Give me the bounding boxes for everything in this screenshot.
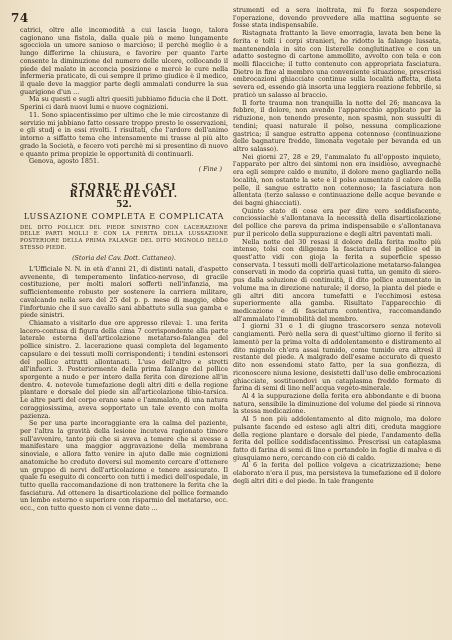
page-number: 74 xyxy=(11,11,29,25)
body-paragraph: Quinto stato di cose era per dire vero soddisfacente, conciossiachè s'allontanava la necessità della disarticolazione del pollice che pareva da prima indispensabile e s'allontanava pur il pericolo della suppurazione e degli altri paventati mali. xyxy=(233,206,441,238)
body-paragraph: I giorni 31 e 1 di giugno trascorsero senza notevoli cangiamenti. Però nella sera di quest'ultimo giorno il ferito si lamentò per la prima volta di addolentamento e distiramento al dito mignolo ch'era assai tumido, come tumido era altresì il restante del piede. A malgrado dell'esame accurato di questo dito non essendomi stato fatto, per la sua gonfiezza, di riconoscere niuna lesione, desistetti dall'uso delle embrocazioni ghiacciate, sostituendovi un cataplasma freddo formato di farina di semi di lino nell'acqua vegeto-minerale. xyxy=(233,322,441,393)
body-paragraph: 11. Sono spiacentissimo per ultimo che le mie circostanze di servizio mi jabbiano fatto cessare troppo presto le osservazioni, e gli studj e in essi rivolti. I risultati, che l'ardore dell'animo intorno a siffatto tema che intensamente mi trasse al più alto grado la Società, e fecero voti perchè mi si presentino di nuovo e quanto prima propizie le opportunità di continuarli. xyxy=(20,110,228,158)
section-heading-block xyxy=(20,181,228,222)
body-paragraph: Ristagnata frattanto la lieve emorragia, lavata ben bene la ferita e tolti i corpi stranieri, ho ridotto la falange lussata, mantenendola in sito con listerelle conglutinative e con un adatto sostegno di cartone ammollito, avvolto con tela e con molli filacciche; il tutto contenuto con appropriata fasciatura. Dietro in fine al membro una conveniente situazione, prescrissi embrocazioni ghiacciate continue sulla località affetta, dieta severa ed, essendo già insorta una leggiera reazione febbrile, si praticò un salasso al braccio. xyxy=(233,29,441,99)
body-paragraph: Nei giorni 27, 28 e 29, l'ammalato fu all'opposto inquieto, l'apparato per altro dei sintomi non era insidioso, avvegnachè era egli sempre caldo e munito, il dolore meno gagliardo nella località, non ostante la sete e il polso aumentato il calore della pelle, il sangue estratto non cotennoso; la fasciatura non allentata (terzo salasso e continuazione delle acque bevande e dei bagni ghiacciati). xyxy=(233,152,441,207)
case-subtitle: DEL DITO POLLICE DEL PIEDE SINISTRO CON LACERAZIONE DELLE PARTI MOLLI E CON LA FERITA DELLA LUSSAZIONE POSTERIORE DELLA PRIMA FALANGE DEL DITO MIGNOLO DELLO STESSO PIEDE. xyxy=(20,224,228,251)
body-paragraph: strumenti ed a sera inoltrata, mi fu forza sospendere l'operazione, dovendo provvedere alla mattina seguente se fosse stata indispensabile. xyxy=(233,6,441,30)
body-paragraph: Al 6 la ferita del pollice volgeva a cicatrizzazione; bene elaborato n'era il pus, ma persisteva la tumefazione ed il dolore degli altri diti e del piede. In tale frangente xyxy=(233,461,441,485)
case-title: LUSSAZIONE COMPLETA E COMPLICATA xyxy=(23,211,225,221)
place-date-line: Genova, agosto 1851. xyxy=(29,157,100,166)
left-column xyxy=(20,27,228,513)
case-paragraph: L'Ufficiale N. N. in età d'anni 21, di distinti natali, d'aspetto avvenente, di temperamento linfatico-nervoso, di gracile costituzione, per molti malori sofferti nell'infanzia, ma sufficientemente robusto per sostenere la carriera militare, cavalcando nella sera del 25 del p. p. mese di maggio, ebbe l'infortunio che il suo cavallo sani abbattuto sulla sua gamba e piede sinistri. xyxy=(20,264,228,320)
body-paragraph: Il forte trauma non tranquilla la notte del 26; mancava la febbre, il dolore, non avendo l'apparecchio applicato per la riduzione, non tenendo presente, non spasmi, non sussulti di tendini; quasi naturale il polso, nessuna complicazione gastrica; il sangue estratto appena cotennoso (continuazione delle bagnature fredde, limonata vegetale per bevanda ed un altro salasso). xyxy=(233,98,441,153)
body-paragraph: Nella notte del 30 resasi il dolore della ferita molto più intenso, tolsi con diligenza la fasciatura del pollice ed in quest'atto vidi con gioja la ferita a superficie spesso conservata. I tessuti molli dell'articolazione metatarso-falangea conservati in modo da copriria quasi tutta, un gemito di siero-pus dalla soluzione di continuità, il dito pollice aumentato in volume ma in direzione naturale; il dorso, la pianta del piede e gli altri diti ancora tumefatti e l'ecchimosi estesa superiormente alla gamba. Risultato l'apparecchio di medicazione e di fasciatura contentiva, raccomandando all'ammalato l'immobilità del membro. xyxy=(233,237,441,323)
body-paragraph: catrici, oltre alle incomodità a cui lascia luogo, talora cagionano una fistola, dalla quale più o meno lungamente sgocciola un umore sanioso o marcioso; il perchè meglio è a lungo differirne la chiusura, e favorire per quanto l'arte consente la diminuzione del numero delle ulcere, collocando il piede del malato in acconcia posizione e mercè le cure nella infermeria praticate, di cui sempre il primo giudice è il medico, il quale deve la maggior parte degli ammalati condurre la sua guarigione d'un ... xyxy=(20,26,228,96)
case-number: 52. xyxy=(116,200,132,211)
case-paragraph: Se per una parte incoraggiante era la calma del paziente, per l'altra la gravità della lesione incuteva ragionato timore sull'avvenire, tanto più che si aveva a temere che si avesse a manifestare una maggior aggravazione della membrana sinoviale, e allora fatto venire in ajuto dalle mie cognizioni anatomiche ho creduto doversi sul momento cercare d'ottenere un gruppo di nervi dell'articolazione e tenere assicurato. Il quale fu eseguito di concerto con tutti i medici dell'ospedale, in tutto quella raccomandazione di non trattenere la ferita che la fasciatura. Ad ottenere la disarticolazione del pollice formando un lembo esterno e superiore con risparmio del metatarso, ecc. ecc., con tutto questo non ci venne dato ... xyxy=(20,419,228,513)
body-paragraph: Al 5 non più addolentamento al dito mignolo, ma dolore pulsante facendo ed esteso agli altri diti, creduta maggiore della regione plantare e dorsale del piede, l'andamento della ferita del pollice soddisfacentissimo. Prescrissi un cataplasma fatto di farina di semi di lino e portandolo in foglie di malva e di giusquiamo nero, cercando con ciò di caldo. xyxy=(233,415,441,462)
right-column xyxy=(233,7,441,486)
case-paragraph: Chiamato a visitarlo due ore appresso rilevai: 1. una ferita lacero-contusa di figura della cima 7 corrispondente alla parte laterale esterna dell'articolazione metatarso-falangea del pollice sinistro. 2. lacerazione quasi completa del legamento capsulare e dei tessuti molli corrispondenti; i tendini estensori del pollice attratti allontanati. L'uso dell'altro e stretti all'infuori. 3. Posteriormente della prima falange del pollice sporgente a nudo e per intero dalla ferita con direzione all'in dentro. 4. notevole tumefazione degli altri diti e della regione plantare e dorsale del piede sin all'articolazione tibio-tarsica. Le altre parti del corpo erano sane e l'ammalato, di una natura coraggiosissima, aveva sopportato un tale evento con molta pazienza. xyxy=(20,318,228,420)
case-author: (Storia del Cav. Dott. Cattaneo). xyxy=(72,254,176,263)
body-paragraph: Ma su questi e sugli altri quesiti jubbiamo fiducia che il Dott. Sperini ci darà nuovi lumi e nuove cognizioni. xyxy=(20,95,228,112)
end-signature: ( Fine ) xyxy=(198,164,222,173)
section-title: STORIE DI CASI RIMARCHEVOLI. xyxy=(69,181,179,201)
body-paragraph: Al 4 la suppurazione della ferita era abbondante e di buona natura, sensibile la diminuzione del volume del piede si rinnova la stessa medicazione. xyxy=(233,391,441,416)
